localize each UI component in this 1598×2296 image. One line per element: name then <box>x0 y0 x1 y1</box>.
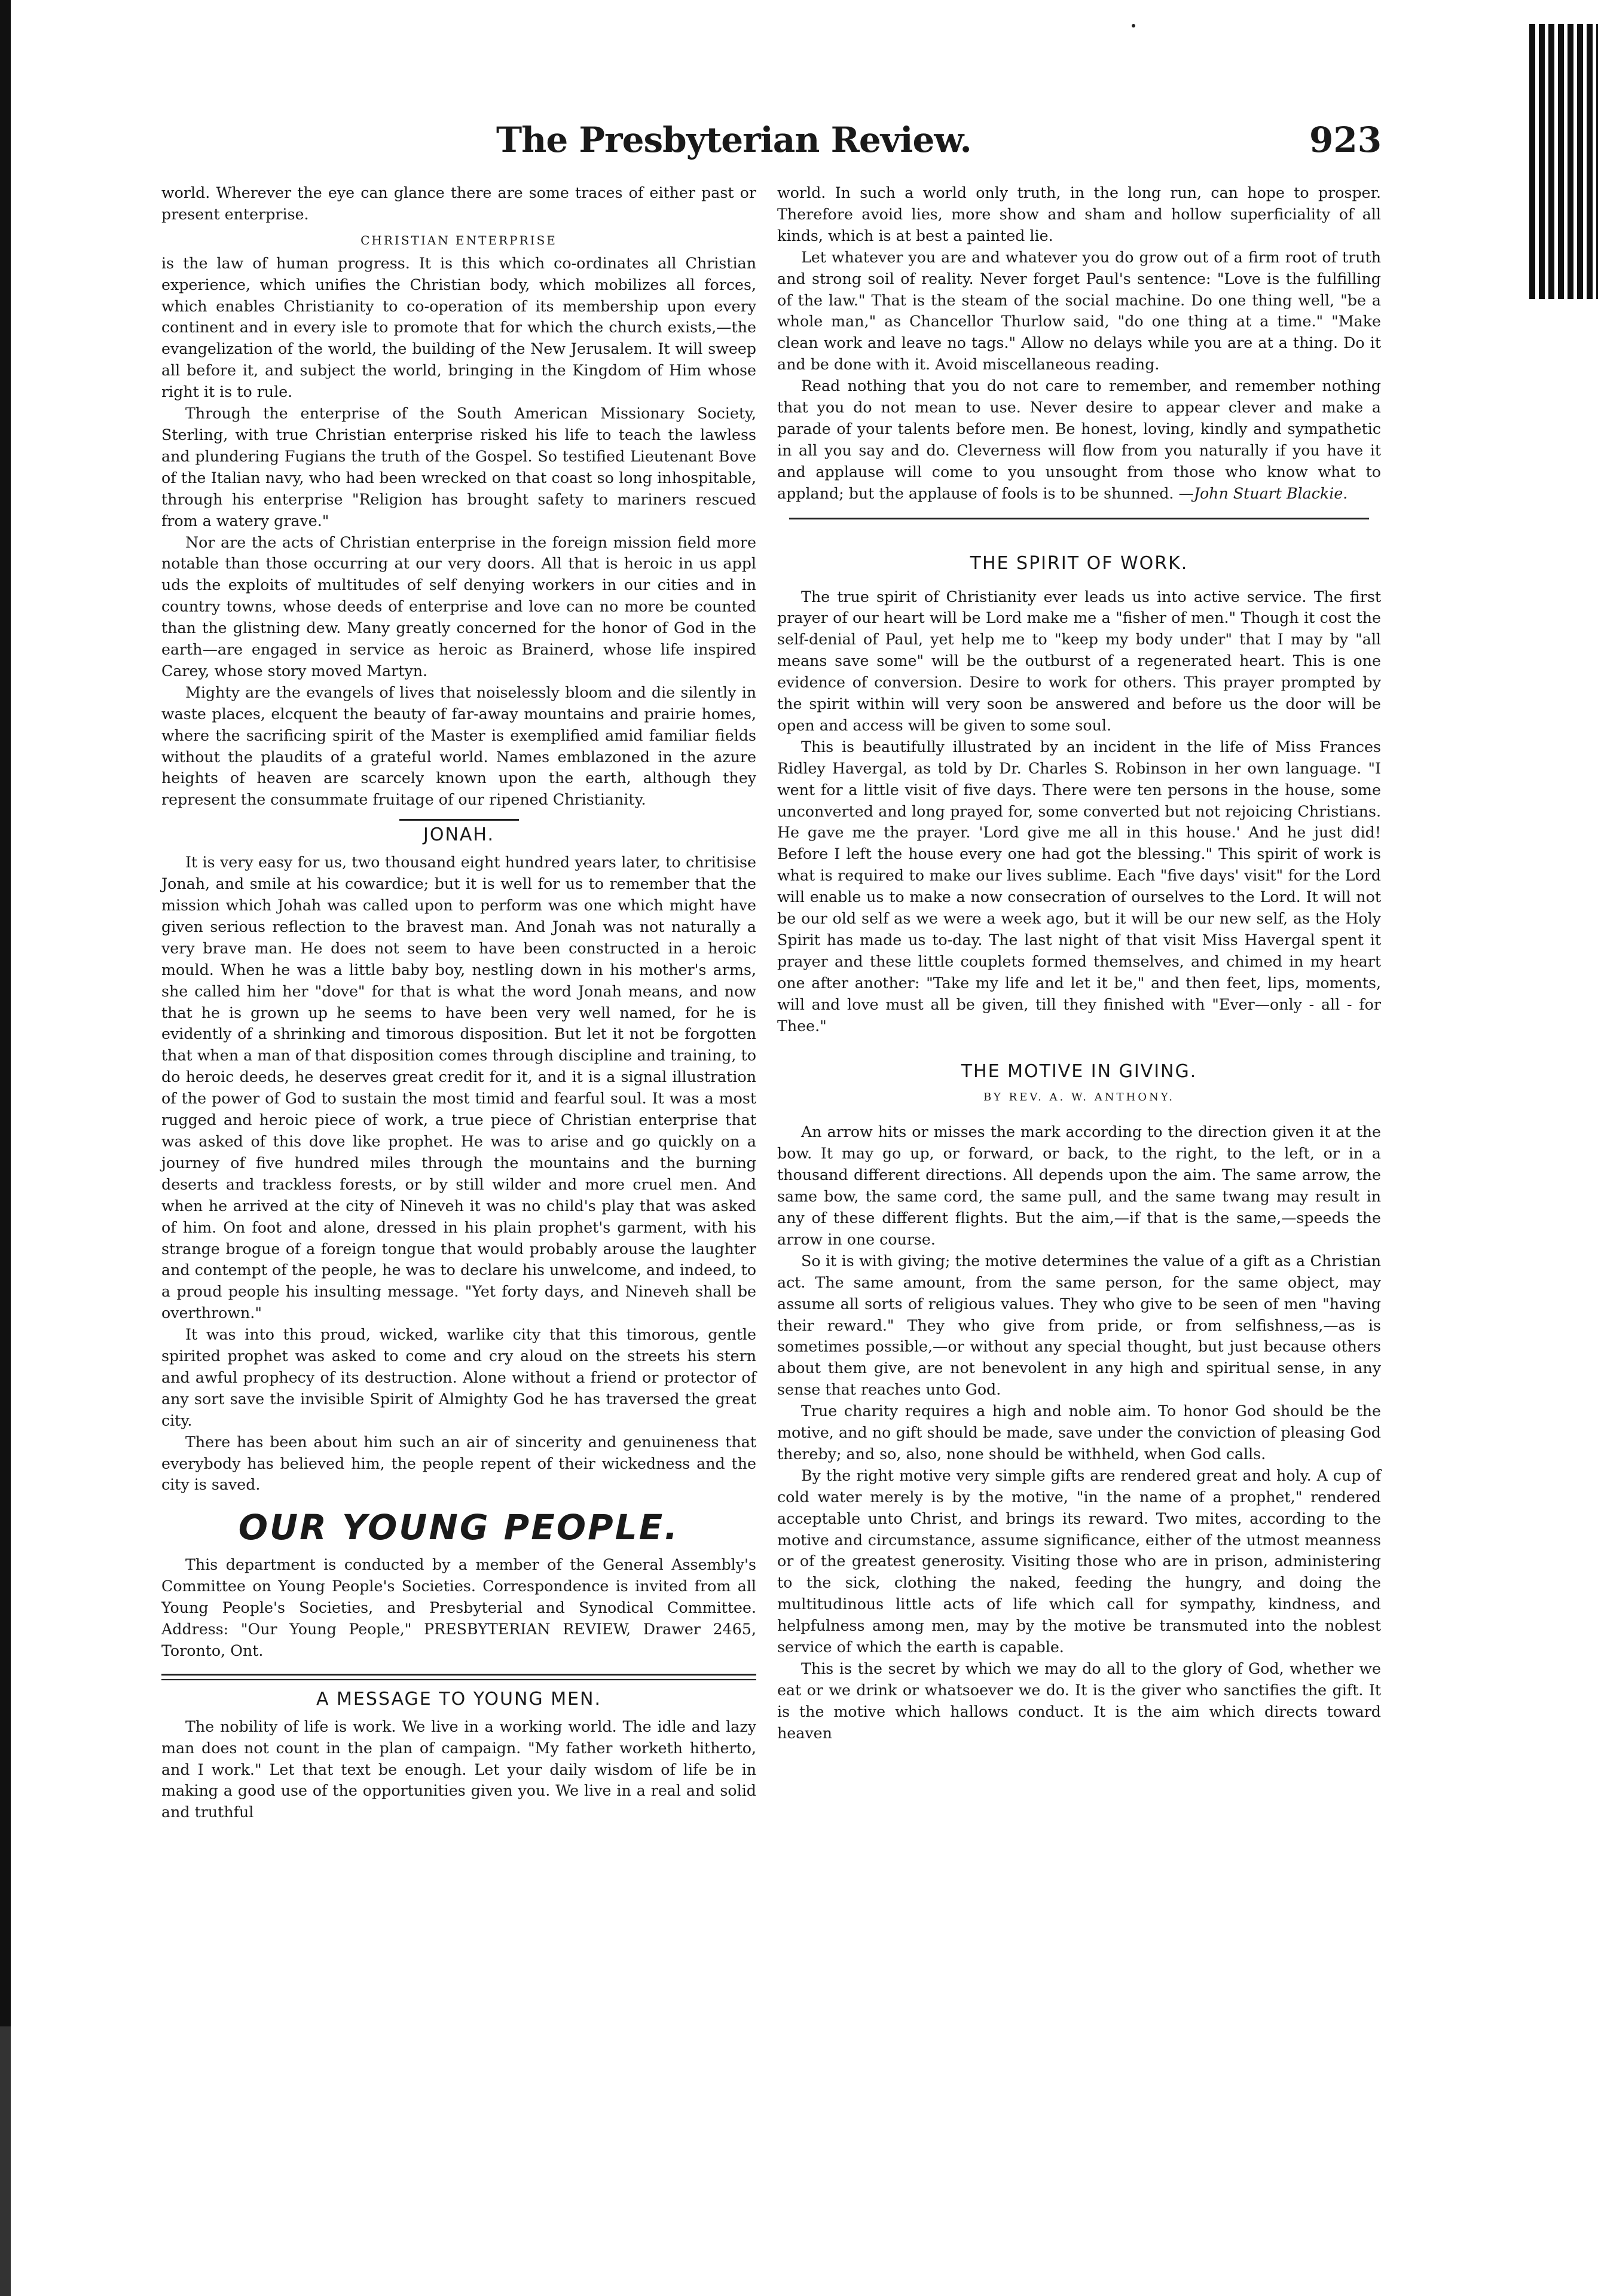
paragraph: It was into this proud, wicked, warlike city that this timorous, gentle spirited prophet was asked to come and cry aloud on the streets his stern and awful prophecy of its destruction. Alone without a friend or protector of any sort save the invisible Spirit of Almighty God he has traversed the great city. <box>161 1326 756 1429</box>
paragraph: Read nothing that you do not care to remember, and remember nothing that you do not mean to use. Never desire to appear clever and make a parade of your talents before men. Be honest, loving, kindly and sympathetic in all you say and do. Cleverness will flow from you naturally if you have it and applause will come to you unsought from those who know what to appland; but the applause of fools is to be shunned. —John Stuart Blackie. <box>777 377 1381 502</box>
scan-speck <box>1132 24 1135 27</box>
paragraph: So it is with giving; the motive determines the value of a gift as a Christian act. The same amount, from the same person, for the same object, may assume all sorts of religious values. They who give to be seen of men "having their reward." They who give from pride, or from selfishness,—as is sometimes possible,—or without any special thought, but just because others about them give, are not benevolent in any high and spiritual sense, in any sense that reaches unto God. <box>777 1252 1381 1399</box>
paragraph: There has been about him such an air of sincerity and genuineness that everybody has believed him, the people repent of their wickedness and the city is saved. <box>161 1433 756 1494</box>
paragraph: world. Wherever the eye can glance there are some traces of either past or present enterprise. <box>161 184 756 223</box>
paragraph: By the right motive very simple gifts are rendered great and holy. A cup of cold water merely is by the motive, "in the name of a prophet," rendered acceptable unto Christ, and brings its reward. Two mites, according to the motive and circumstance, assume significance, either of the utmost meanness or of the greatest generosity. Visiting those who are in prison, administering to the sick, clothing the naked, feeding the hungry, and doing the multitudinous little acts of life which call for sympathy, kindness, and helpfulness among men, may by the motive be transmuted into the noblest service of which the earth is capable. <box>777 1466 1381 1656</box>
section-title-our-young-people: OUR YOUNG PEOPLE. <box>238 1507 680 1548</box>
heading-jonah: JONAH. <box>423 824 494 846</box>
heading-message-to-young-men: A MESSAGE TO YOUNG MEN. <box>316 1688 602 1710</box>
rule <box>399 819 519 821</box>
paragraph-text: Read nothing that you do not care to remember, and remember nothing that you do not mean to use. Never desire to appear clever and make a parade of your talents before men. Be honest, loving, kindly and sympathetic in all you say and do. Cleverness will flow from you naturally if you have it and applause will come to you unsought from those who know what to appland; but the applause of fools is to be shunned. <box>777 377 1381 502</box>
byline: BY REV. A. W. ANTHONY. <box>983 1091 1175 1104</box>
paragraph: world. In such a world only truth, in the long run, can hope to prosper. Therefore avoid lies, more show and sham and hollow superficiality of all kinds, which is at best a painted lie. <box>777 184 1381 244</box>
subheading-christian-enterprise: CHRISTIAN ENTERPRISE <box>360 233 557 247</box>
scan-edge-left <box>0 0 11 2296</box>
paragraph: This is the secret by which we may do all to the glory of God, whether we eat or we drink or whatsoever we do. It is the giver who sanctifies the gift. It is the motive which hallows conduct. It is the aim which directs toward heaven <box>777 1660 1381 1742</box>
right-column <box>777 182 1381 1744</box>
paragraph: An arrow hits or misses the mark according to the direction given it at the bow. It may go up, or forward, or back, to the right, to the left, or in a thousand different directions. All depends upon the aim. The same arrow, the same bow, the same cord, the same pull, and the same twang may result in any of these different flights. But the aim,—if that is the same,—speeds the arrow in one course. <box>777 1123 1381 1248</box>
paragraph: The true spirit of Christianity ever leads us into active service. The first prayer of our heart will be Lord make me a "fisher of men." Though it cost the self-denial of Paul, yet help me to "keep my body under" that I may by "all means save some" will be the outburst of a regenerated heart. This is one evidence of conversion. Desire to work for others. This prayer prompted by the spirit within will very soon be answered and before us the door will be open and access will be given to some soul. <box>777 588 1381 734</box>
paragraph: Let whatever you are and whatever you do grow out of a firm root of truth and strong soil of reality. Never forget Paul's sentence: "Love is the fulfilling of the law." That is the steam of the social machine. Do one thing well, "be a whole man," as Chancellor Thurlow said, "do one thing at a time." "Make clean work and leave no tags." Allow no delays while you are at a thing. Do it and be done with it. Avoid miscellaneous reading. <box>777 248 1381 374</box>
paragraph: Nor are the acts of Christian enterprise in the foreign mission field more notable than those occurring at our very doors. All that is heroic in us appl uds the exploits of multitudes of self denying workers in our cities and in country towns, whose deeds of enterprise and love can no more be counted than the glistning dew. Many greatly concerned for the honor of God in the earth—are engaged in service as heroic as Brainerd, whose life inspired Carey, whose story moved Martyn. <box>161 533 756 680</box>
heading-motive-in-giving: THE MOTIVE IN GIVING. <box>961 1060 1197 1082</box>
paragraph: This is beautifully illustrated by an incident in the life of Miss Frances Ridley Havergal, as told by Dr. Charles S. Robinson in her own language. "I went for a little visit of five days. There were ten persons in the house, some unconverted and long prayed for, some converted but not rejoicing Christians. He gave me the prayer. 'Lord give me all in this house.' And he just did! Before I left the house every one had got the blessing." This spirit of work is what is required to make our lives sublime. Each "five days' visit" for the Lord will enable us to make a now consecration of ourselves to the Lord. It will not be our old self as we were a week ago, but it will be our new self, as the Holy Spirit has made us to-day. The last night of that visit Miss Havergal spent it prayer and these little couplets formed themselves, and chimed in my heart one after another: "Take my life and let it be," and then feet, lips, moments, will and love must all be given, till they finished with "Ever—only - all - for Thee." <box>777 738 1381 1035</box>
paragraph: Through the enterprise of the South American Missionary Society, Sterling, with true Christian enterprise risked his life to teach the lawless and plundering Fugians the truth of the Gospel. So testified Lieutenant Bove of the Italian navy, who had been wrecked on that coast so long inhospitable, through his enterprise "Religion has brought safety to mariners rescued from a watery grave." <box>161 405 756 530</box>
masthead-title: The Presbyterian Review. <box>496 120 971 160</box>
paragraph: This department is conducted by a member of the General Assembly's Committee on Young People's Societies. Correspondence is invited from all Young People's Societies, and Presbyterial and Synodical Committee. Address: "Our Young People," PRESBYTERIAN REVIEW, Drawer 2465, Toronto, Ont. <box>161 1556 756 1659</box>
rule <box>789 518 1369 519</box>
paragraph: is the law of human progress. It is this which co-ordinates all Christian experience, which unifies the Christian body, which mobilizes all forces, which enables Christianity to co-operation of its membership upon every continent and in every isle to promote that for which the church exists,—the evangelization of the world, the building of the New Jerusalem. It will sweep all before it, and subject the world, bringing in the Kingdom of Him whose right it is to rule. <box>161 254 756 401</box>
scan-edge-left-lower <box>0 2026 11 2296</box>
paragraph: Mighty are the evangels of lives that noiselessly bloom and die silently in waste places, elcquent the beauty of far-away mountains and prairie homes, where the sacrificing spirit of the Master is exemplified amid familiar fields without the plaudits of a grateful world. Names emblazoned in the azure heights of heaven are scarcely known upon the earth, although they represent the consummate fruitage of our ripened Christianity. <box>161 683 756 809</box>
paragraph: The nobility of life is work. We live in a working world. The idle and lazy man does not count in the plan of campaign. "My father worketh hitherto, and I work." Let that text be enough. Let your daily wisdom of life be in making a good use of the opportunities given you. We live in a real and solid and truthful <box>161 1717 756 1821</box>
double-rule <box>161 1674 756 1680</box>
paragraph: True charity requires a high and noble aim. To honor God should be the motive, and no gift should be made, save under the conviction of pleasing God thereby; and so, also, none should be withheld, when God calls. <box>777 1402 1381 1463</box>
scan-edge-right <box>1529 24 1598 299</box>
paragraph: It is very easy for us, two thousand eight hundred years later, to chritisise Jonah, and smile at his cowardice; but it is well for us to remember that the mission which Johah was called upon to perform was one which might have given serious reflection to the bravest man. And Jonah was not naturally a very brave man. He does not seem to have been constructed in a heroic mould. When he was a little baby boy, nestling down in his mother's arms, she called him her "dove" for that is what the word Jonah means, and now that he is grown up he seems to have been very well named, for he is evidently of a shrinking and timorous disposition. But let it not be forgotten that when a man of that disposition comes through discipline and training, to do heroic deeds, he deserves great credit for it, and it is a signal illustration of the power of God to sustain the most timid and fearful soul. It was a most rugged and heroic piece of work, a true piece of Christian enterprise that was asked of this dove like prophet. He was to arise and go quickly on a journey of five hundred miles through the mountains and the burning deserts and trackless forests, or by still wilder and more cruel men. And when he arrived at the city of Nineveh it was no child's play that was asked of him. On foot and alone, dressed in his plain prophet's garment, with his strange brogue of a foreign tongue that would probably arouse the laughter and contempt of the people, he was to declare his unwelcome, and indeed, to a proud people his insulting message. "Yet forty days, and Nineveh shall be overthrown." <box>161 854 756 1322</box>
signature: John Stuart Blackie. <box>1193 484 1348 502</box>
heading-spirit-of-work: THE SPIRIT OF WORK. <box>970 552 1188 574</box>
page-number: 923 <box>1309 120 1382 160</box>
left-column <box>161 182 756 1823</box>
